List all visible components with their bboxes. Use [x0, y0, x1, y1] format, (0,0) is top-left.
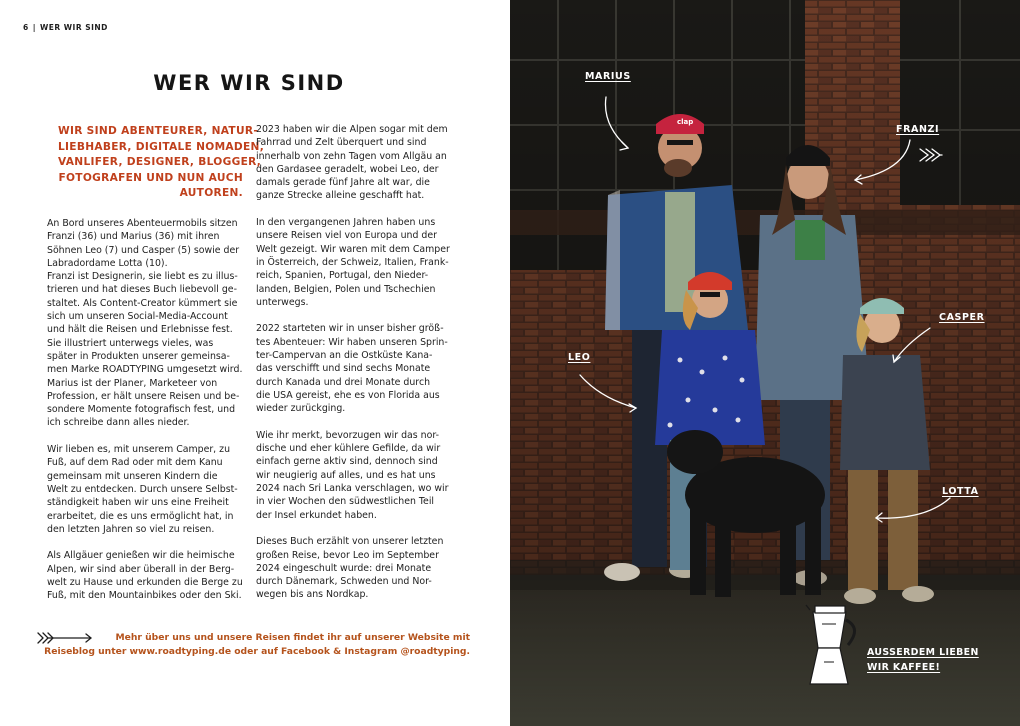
website-footnote	[44, 631, 470, 659]
coffee-caption	[867, 645, 979, 675]
paragraph	[47, 443, 247, 536]
text-line: Alpen, wir sind aber überall in der Berg-	[47, 563, 235, 575]
text-line: trieren und hat dieses Buch liebevoll ge-	[47, 284, 237, 296]
text-line: wir neugierig auf alles, und es hat uns	[256, 469, 436, 481]
lead-line: WIR SIND ABENTEURER, NATUR-	[58, 125, 259, 137]
text-line: das verschifft und sind sechs Monate	[256, 363, 431, 375]
cap-text: clap	[677, 118, 694, 126]
text-line: landen, Belgien, Polen und Tschechien	[256, 283, 436, 295]
text-line: sondere Momente fotografisch fest, und	[47, 404, 236, 416]
text-line: den Gardasee geradelt, wobei Leo, der	[256, 163, 439, 175]
text-column-1	[47, 217, 247, 616]
text-line: innerhalb von zehn Tagen vom Allgäu an	[256, 150, 447, 162]
text-line: 2023 haben wir die Alpen sogar mit dem	[256, 124, 448, 135]
text-line: ganze Strecke alleine geschafft hat.	[256, 190, 425, 202]
page-title: WER WIR SIND	[153, 71, 345, 95]
label-franzi: FRANZI	[896, 124, 940, 135]
text-line: damals gerade fünf Jahre alt war, die	[256, 177, 430, 189]
header-section: WER WIR SIND	[39, 23, 108, 32]
paragraph	[47, 549, 247, 602]
text-line: den letzten Jahren so viel zu reisen.	[47, 523, 215, 535]
text-line: 2024 nach Sri Lanka verschlagen, wo wir	[256, 483, 449, 495]
text-line: unsere Reisen viel von Europa und der	[256, 230, 437, 242]
text-line: Welt zu entdecken. Durch unsere Selbst-	[47, 483, 238, 495]
text-line: Profession, er hält unsere Reisen und be-	[47, 390, 240, 402]
text-line: Welt gezeigt. Wir waren mit dem Camper	[256, 243, 450, 255]
text-line: die USA gereist, ehe es von Florida aus	[256, 389, 440, 401]
text-line: Wie ihr merkt, bevorzugen wir das nor-	[256, 429, 439, 441]
text-line: An Bord unseres Abenteuermobils sitzen	[47, 218, 238, 229]
text-line: durch Kanada und drei Monate durch	[256, 376, 431, 388]
paragraph	[47, 217, 247, 430]
lead-paragraph	[58, 124, 265, 202]
paragraph	[256, 322, 456, 415]
coffee-line: WIR KAFFEE!	[867, 662, 941, 673]
lead-line: FOTOGRAFEN UND NUN AUCH	[58, 171, 243, 184]
label-leo: LEO	[568, 352, 591, 363]
text-line: wieder zurückging.	[256, 403, 346, 415]
text-line: ter-Campervan an die Ostküste Kana-	[256, 350, 433, 362]
text-line: Dieses Buch erzählt von unserer letzten	[256, 536, 444, 548]
text-line: später in Produkten unserer gemeinsa-	[47, 350, 230, 362]
text-line: reich, Spanien, Portugal, den Nieder-	[256, 270, 429, 282]
text-line: großen Reise, bevor Leo im September	[256, 549, 439, 561]
text-line: Fuß, mit den Mountainbikes oder den Ski.	[47, 590, 242, 602]
text-line: Wir lieben es, mit unserem Camper, zu	[47, 444, 231, 456]
text-line: Sie illustriert unterwegs vieles, was	[47, 337, 214, 349]
text-line: 2024 eingeschult wurde: drei Monate	[256, 562, 432, 574]
text-line: ständigkeit haben wir uns eine Freiheit	[47, 497, 229, 509]
lead-line: LIEBHABER, DIGITALE NOMADEN,	[58, 140, 265, 153]
right-page-photo	[510, 0, 1020, 726]
text-line: Marius ist der Planer, Marketeer von	[47, 377, 218, 389]
text-line: in vier Wochen den südwestlichen Teil	[256, 496, 435, 508]
label-casper: CASPER	[939, 312, 985, 323]
text-line: Labradordame Lotta (10).	[47, 257, 168, 269]
text-line: tes Abenteuer: Wir haben unseren Sprin-	[256, 336, 448, 348]
footnote-line: Mehr über uns und unsere Reisen findet ihr auf unserer Website mit	[115, 632, 470, 643]
text-line: 2022 starteten wir in unser bisher größ-	[256, 323, 444, 335]
text-line: und hält die Reisen und Erlebnisse fest.	[47, 324, 233, 336]
paragraph	[256, 216, 456, 309]
paragraph	[256, 123, 456, 203]
text-line: in Österreich, der Schweiz, Italien, Frank-	[256, 256, 449, 268]
text-line: einfach gerne aktiv sind, dennoch sind	[256, 456, 438, 468]
header-separator: |	[32, 23, 36, 32]
text-line: men Marke ROADTYPING umgesetzt wird.	[47, 364, 243, 376]
running-header	[23, 23, 108, 32]
text-line: In den vergangenen Jahren haben uns	[256, 217, 436, 229]
footnote-line: Reiseblog unter www.roadtyping.de oder auf Facebook & Instagram @roadtyping.	[44, 646, 470, 657]
text-line: dische und eher kühlere Gefilde, da wir	[256, 443, 441, 455]
text-line: staltet. Als Content-Creator kümmert sie	[47, 297, 238, 309]
text-line: welt zu Hause und erkunden die Berge zu	[47, 577, 243, 589]
text-line: Franzi ist Designerin, sie liebt es zu illus-	[47, 271, 238, 283]
text-line: Fahrrad und Zelt überquert und sind	[256, 137, 427, 149]
paragraph	[256, 429, 456, 522]
text-line: Fuß, auf dem Rad oder mit dem Kanu	[47, 457, 223, 469]
label-marius: MARIUS	[585, 71, 631, 82]
text-line: Söhnen Leo (7) und Casper (5) sowie der	[47, 244, 240, 256]
lead-line: VANLIFER, DESIGNER, BLOGGER,	[58, 156, 262, 169]
text-line: durch Dänemark, Schweden und Nor-	[256, 576, 432, 588]
page-number: 6	[23, 23, 29, 32]
text-line: Franzi (36) und Marius (36) mit ihren	[47, 231, 220, 243]
text-line: erarbeitet, die es uns ermöglicht hat, in	[47, 510, 234, 522]
family-photo	[510, 0, 1020, 726]
text-line: Als Allgäuer genießen wir die heimische	[47, 550, 235, 562]
text-line: sich um unseren Social-Media-Account	[47, 311, 228, 323]
lead-line: AUTOREN.	[179, 187, 243, 200]
text-line: wegen bis ans Nordkap.	[256, 589, 369, 601]
text-line: gemeinsam mit unseren Kindern die	[47, 470, 218, 482]
label-lotta: LOTTA	[942, 486, 979, 497]
text-column-2	[256, 123, 456, 615]
text-line: der Insel erkundet haben.	[256, 509, 377, 521]
paragraph	[256, 535, 456, 601]
text-line: unterwegs.	[256, 296, 309, 308]
coffee-line: AUSSERDEM LIEBEN	[867, 647, 979, 658]
text-line: ich schreibe dann alles nieder.	[47, 417, 190, 429]
